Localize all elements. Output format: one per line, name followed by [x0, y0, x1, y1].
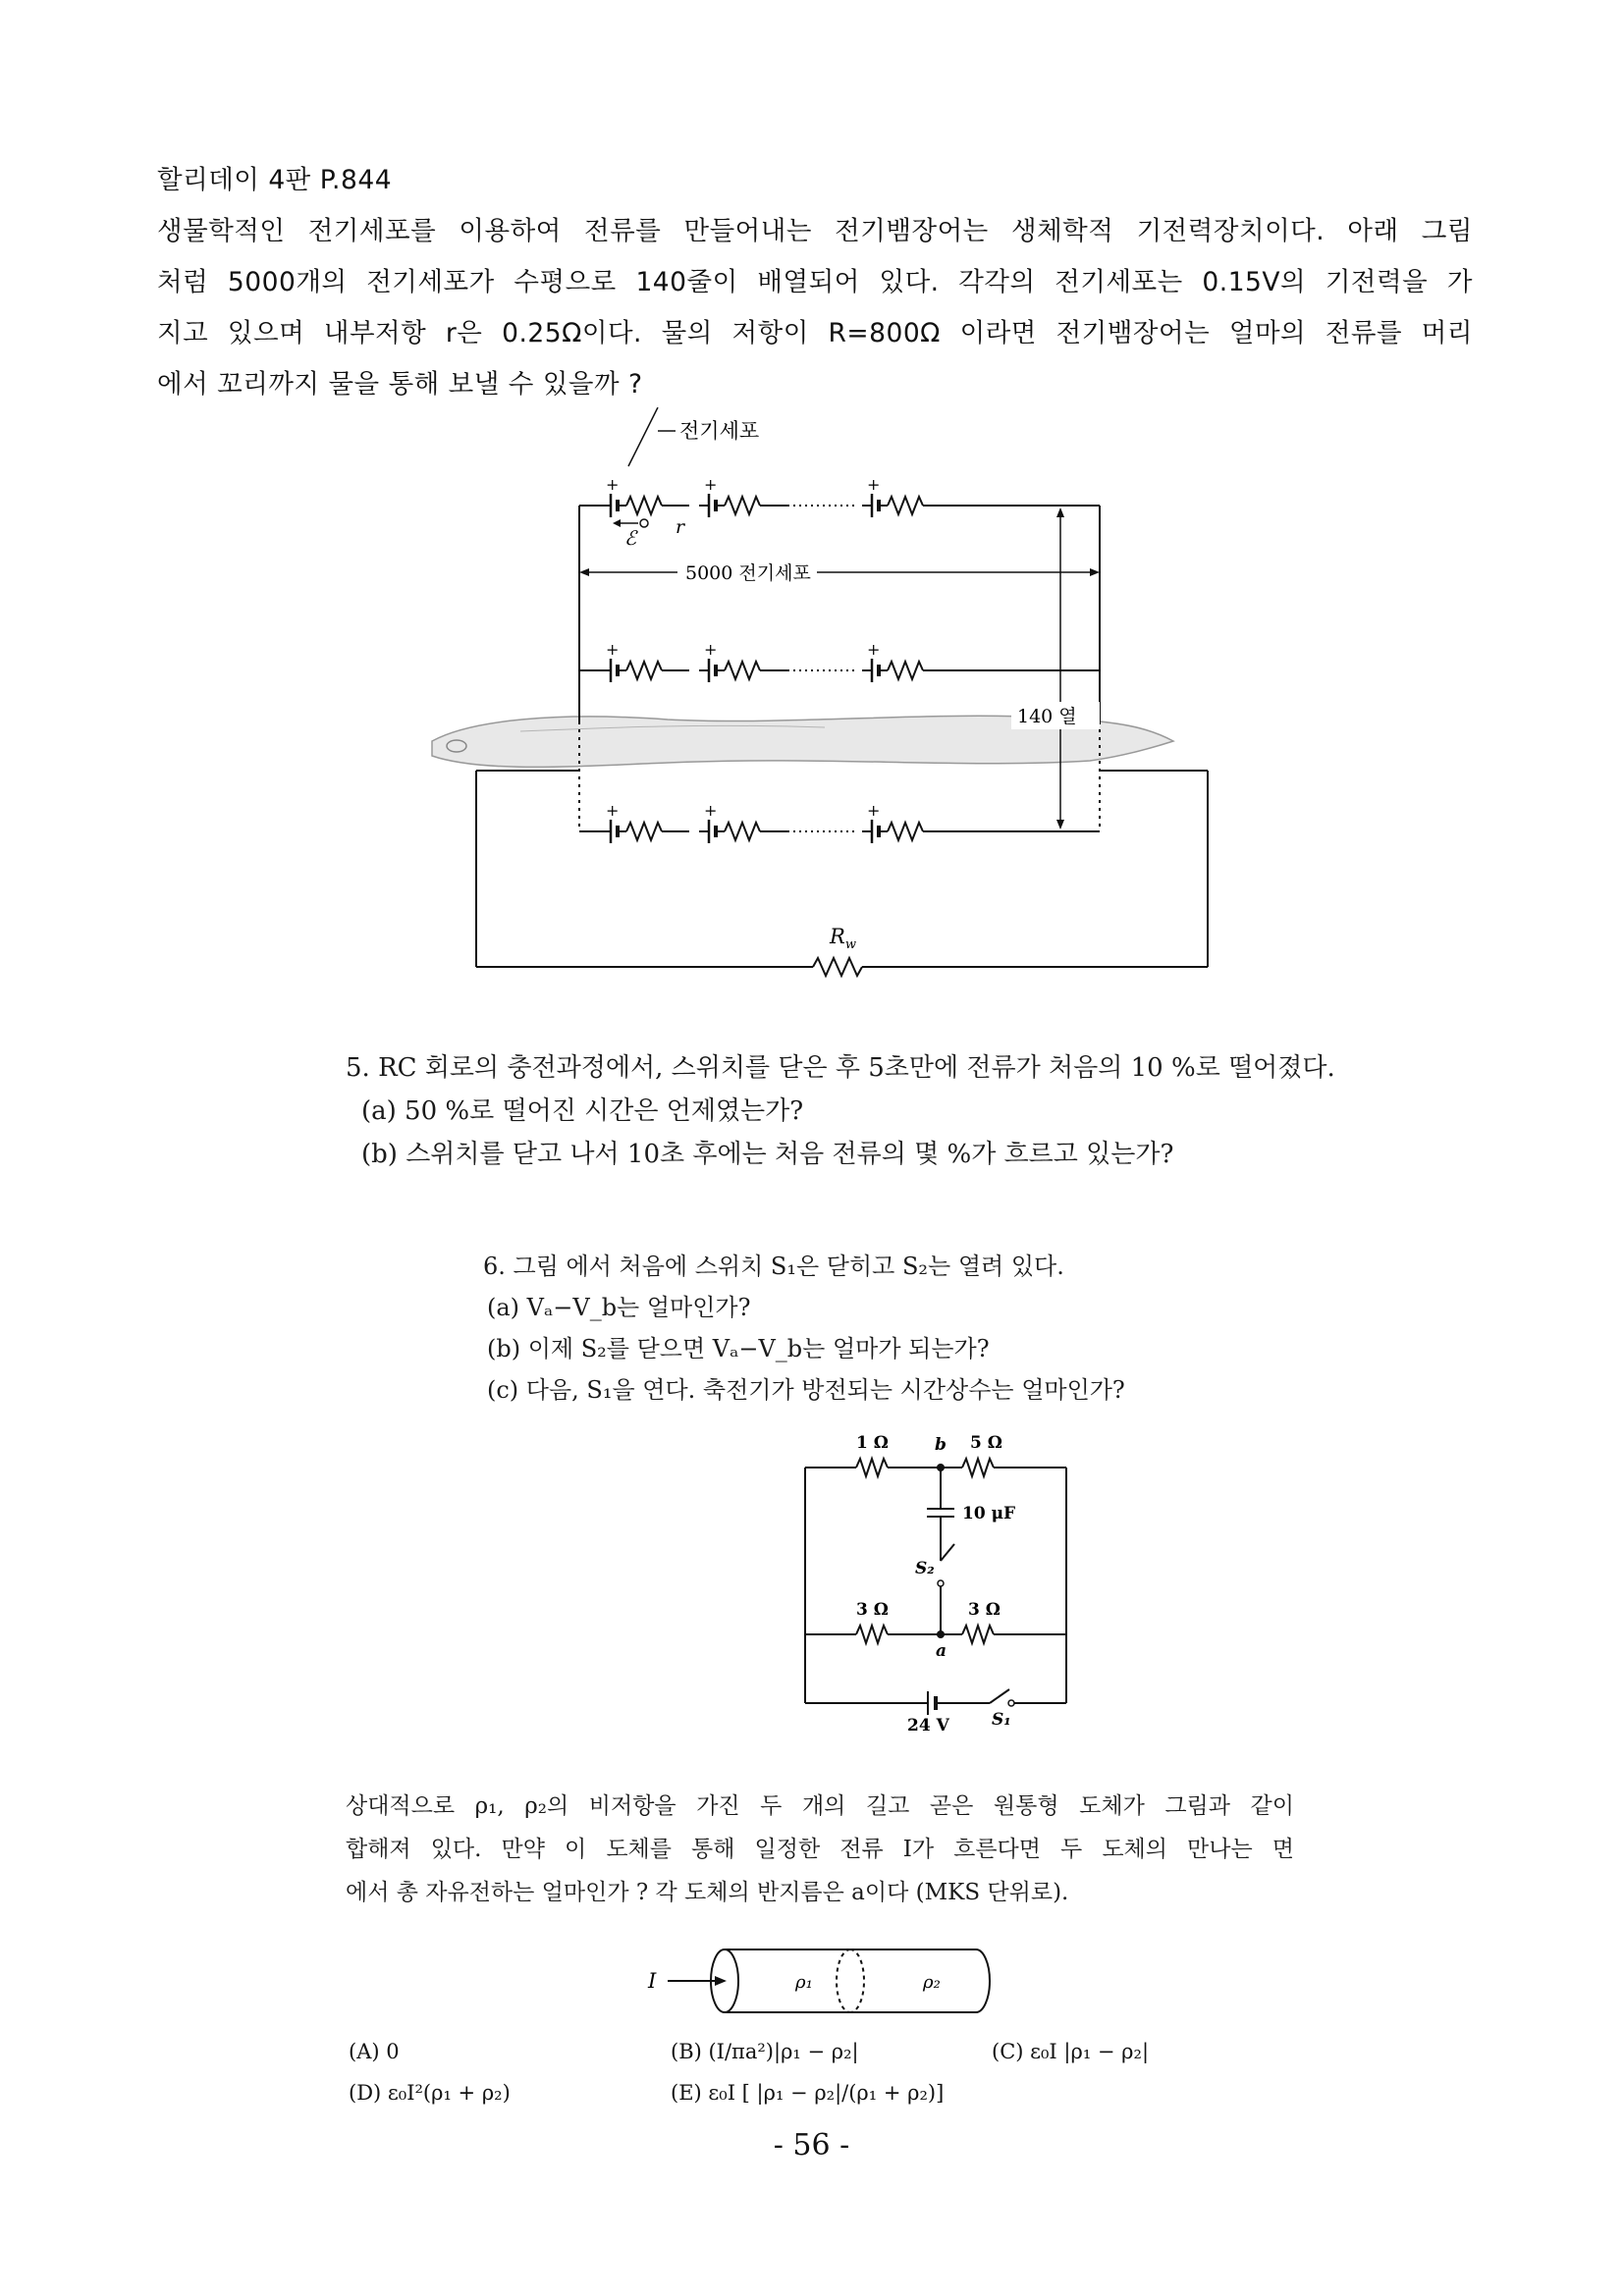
problem-6 — [483, 1246, 1125, 1411]
source-reference: 할리데이 4판 P.844 — [157, 165, 393, 195]
plus-1: + — [606, 475, 620, 494]
problem-7-line-3: 에서 총 자유전하는 얼마인가 ? 각 도체의 반지름은 a이다 (MKS 단위로). — [346, 1880, 1069, 1905]
option-e: (E) ε₀I [ |ρ₁ − ρ₂|/(ρ₁ + ρ₂)] — [671, 2081, 945, 2105]
page-number: - 56 - — [773, 2128, 850, 2163]
problem-6-number: 6. — [483, 1253, 506, 1280]
current-symbol: I — [648, 1969, 657, 1993]
resistor-3-ohm-left-label: 3 Ω — [856, 1600, 889, 1620]
problem-6-part-a: (a) Vₐ−V_b는 얼마인가? — [487, 1294, 751, 1321]
problem-1-line-4: 에서 꼬리까지 물을 통해 보낼 수 있을까 ? — [157, 369, 643, 400]
capacitor-label: 10 μF — [962, 1504, 1016, 1523]
plus-2: + — [704, 475, 718, 494]
plus-5: + — [704, 640, 718, 659]
problem-6-part-c: (c) 다음, S₁을 연다. 축전기가 방전되는 시간상수는 얼마인가? — [487, 1376, 1125, 1404]
battery-label: 24 V — [907, 1716, 949, 1735]
switch-s2-label: S₂ — [915, 1559, 935, 1578]
option-c: (C) ε₀I |ρ₁ − ρ₂| — [992, 2040, 1150, 2063]
problem-6-stem-text: 그림 에서 처음에 스위치 S₁은 닫히고 S₂는 열려 있다. — [513, 1253, 1064, 1280]
problem-1-text — [157, 155, 1473, 410]
emf-symbol: ℰ — [624, 526, 637, 550]
resistor-5-ohm-label: 5 Ω — [970, 1433, 1002, 1453]
problem-5-stem-text: RC 회로의 충전과정에서, 스위치를 닫은 후 5초만에 전류가 처음의 10 %로 떨어졌다. — [378, 1053, 1335, 1083]
option-a: (A) 0 — [349, 2040, 400, 2063]
plus-9: + — [867, 801, 881, 820]
problem-7-line-2: 합해져 있다. 만약 이 도체를 통해 일정한 전류 I가 흐른다면 두 도체의 만나는 면 — [346, 1837, 1294, 1862]
plus-3: + — [867, 475, 881, 494]
cell-label: 전기세포 — [679, 419, 760, 443]
plus-8: + — [704, 801, 718, 820]
electric-eel-figure — [412, 407, 1217, 991]
rc-circuit-figure — [795, 1428, 1080, 1742]
rho1-label: ρ₁ — [795, 1972, 813, 1993]
switch-s1-label: S₁ — [992, 1710, 1011, 1730]
problem-7-line-1: 상대적으로 ρ₁, ρ₂의 비저항을 가진 두 개의 길고 곧은 원통형 도체가 그림과 같이 — [346, 1793, 1294, 1819]
rows-label: 140 열 — [1017, 706, 1077, 727]
water-resistance-subscript: w — [844, 937, 856, 952]
plus-7: + — [606, 801, 620, 820]
problem-6-part-b: (b) 이제 S₂를 닫으면 Vₐ−V_b는 얼마가 되는가? — [487, 1335, 990, 1362]
plus-6: + — [867, 640, 881, 659]
problem-7 — [346, 1785, 1294, 1914]
problem-5 — [346, 1046, 1335, 1176]
cylinder-conductor-figure — [638, 1942, 1001, 2018]
node-a-label: a — [936, 1641, 947, 1661]
rho2-label: ρ₂ — [923, 1972, 941, 1993]
problem-5-stem — [346, 1046, 1335, 1090]
problem-5-part-b: (b) 스위치를 닫고 나서 10초 후에는 처음 전류의 몇 %가 흐르고 있는가? — [361, 1140, 1174, 1169]
problem-1-line-2: 처럼 5000개의 전기세포가 수평으로 140줄이 배열되어 있다. 각각의 전기세포는 0.15V의 기전력을 가 — [157, 267, 1473, 297]
problem-5-part-a: (a) 50 %로 떨어진 시간은 언제였는가? — [361, 1096, 804, 1126]
internal-resistance-symbol: r — [676, 516, 685, 538]
option-d: (D) ε₀I²(ρ₁ + ρ₂) — [349, 2081, 511, 2105]
water-resistance-letter: R — [830, 925, 845, 948]
cells-per-row-label: 5000 전기세포 — [685, 562, 811, 584]
problem-1-line-3: 지고 있으며 내부저항 r은 0.25Ω이다. 물의 저항이 R=800Ω 이라면 전기뱀장어는 얼마의 전류를 머리 — [157, 318, 1473, 348]
resistor-1-ohm-label: 1 Ω — [856, 1433, 889, 1453]
problem-1-line-1: 생물학적인 전기세포를 이용하여 전류를 만들어내는 전기뱀장어는 생체학적 기전력장치이다. 아래 그림 — [157, 216, 1473, 246]
problem-5-number: 5. — [346, 1053, 370, 1083]
node-b-label: b — [935, 1435, 947, 1455]
resistor-3-ohm-right-label: 3 Ω — [968, 1600, 1001, 1620]
problem-6-stem — [483, 1246, 1125, 1287]
option-b: (B) (I/πa²)|ρ₁ − ρ₂| — [671, 2040, 859, 2063]
water-resistance-symbol — [829, 925, 856, 952]
plus-4: + — [606, 640, 620, 659]
